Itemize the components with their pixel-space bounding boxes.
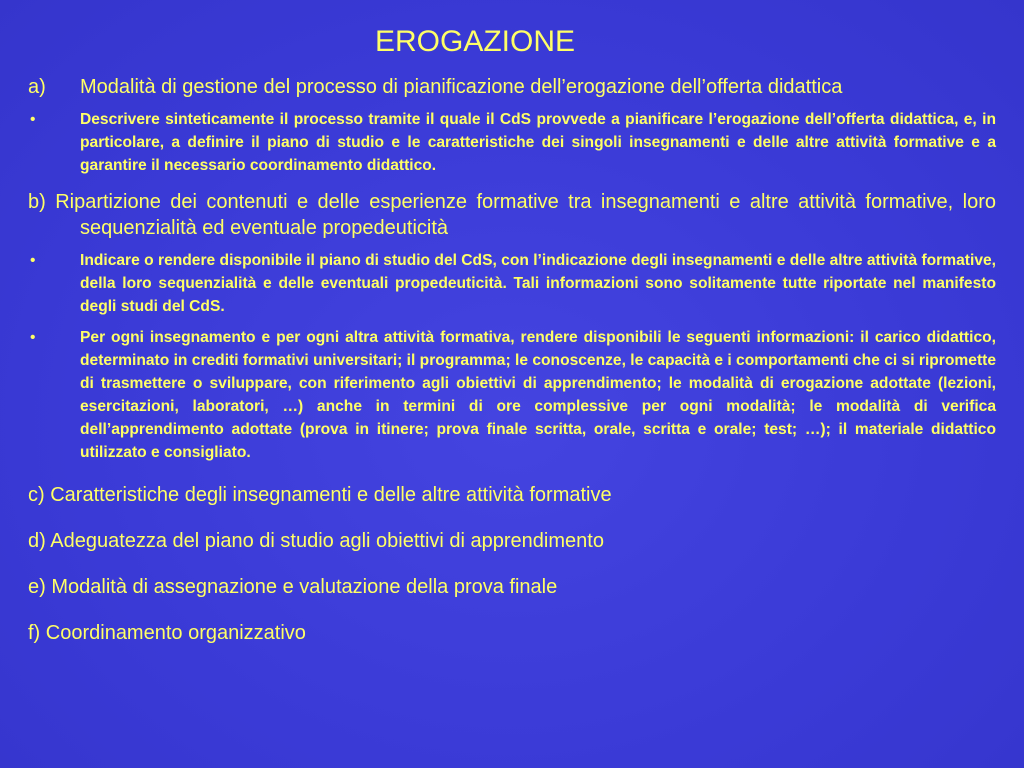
section-a-marker: a) — [28, 76, 46, 98]
section-b-bullet-2 — [28, 326, 996, 464]
section-c-heading: c) Caratteristiche degli insegnamenti e delle altre attività formative — [28, 484, 612, 506]
section-b-bullet-1 — [28, 249, 996, 318]
section-a — [28, 74, 996, 100]
section-d-heading: d) Adeguatezza del piano di studio agli obiettivi di apprendimento — [28, 530, 604, 552]
section-e-heading: e) Modalità di assegnazione e valutazione della prova finale — [28, 576, 558, 598]
bullet-icon: • — [30, 329, 36, 346]
section-f-heading: f) Coordinamento organizzativo — [28, 622, 306, 644]
bullet-icon: • — [30, 252, 36, 269]
section-a-bullet-1-text: Descrivere sinteticamente il processo tramite il quale il CdS provvede a pianificare l’erogazione dell’offerta didattica, e, in particolare, a definire il piano di studio e le caratteristiche dei singoli insegnamenti e delle altre attività formative e a garantire il necessario coordinamento didattico. — [80, 111, 996, 174]
slide-content — [28, 74, 996, 646]
section-a-bullet-1 — [28, 108, 996, 177]
section-b-heading: b) Ripartizione dei contenuti e delle esperienze formative tra insegnamenti e altre attività formative, loro sequenzialità ed eventuale propedeuticità — [28, 191, 996, 239]
section-b-bullet-1-text: Indicare o rendere disponibile il piano di studio del CdS, con l’indicazione degli insegnamenti e delle altre attività formative, della loro sequenzialità e delle eventuali propedeuticità. Tali informazioni sono solitamente tutte riportate nel manifesto degli studi del CdS. — [80, 252, 996, 315]
slide-title: EROGAZIONE — [374, 25, 576, 58]
bullet-icon: • — [30, 111, 36, 128]
section-a-heading: Modalità di gestione del processo di pianificazione dell’erogazione dell’offerta didattica — [80, 76, 843, 98]
section-b-bullet-2-text: Per ogni insegnamento e per ogni altra attività formativa, rendere disponibili le seguenti informazioni: il carico didattico, determinato in crediti formativi universitari; il programma; le conoscenze, le capacità e i comportamenti che ci si ripromette di trasmettere o sviluppare, con riferimento agli obiettivi di apprendimento; le modalità di erogazione adottate (lezioni, esercitazioni, laboratori, …) anche in termini di ore complessive per ogni modalità; le modalità di verifica dell’apprendimento adottate (prova in itinere; prova finale scritta, orale, scritta e orale; test; …); il materiale didattico utilizzato e consigliato. — [80, 329, 996, 461]
